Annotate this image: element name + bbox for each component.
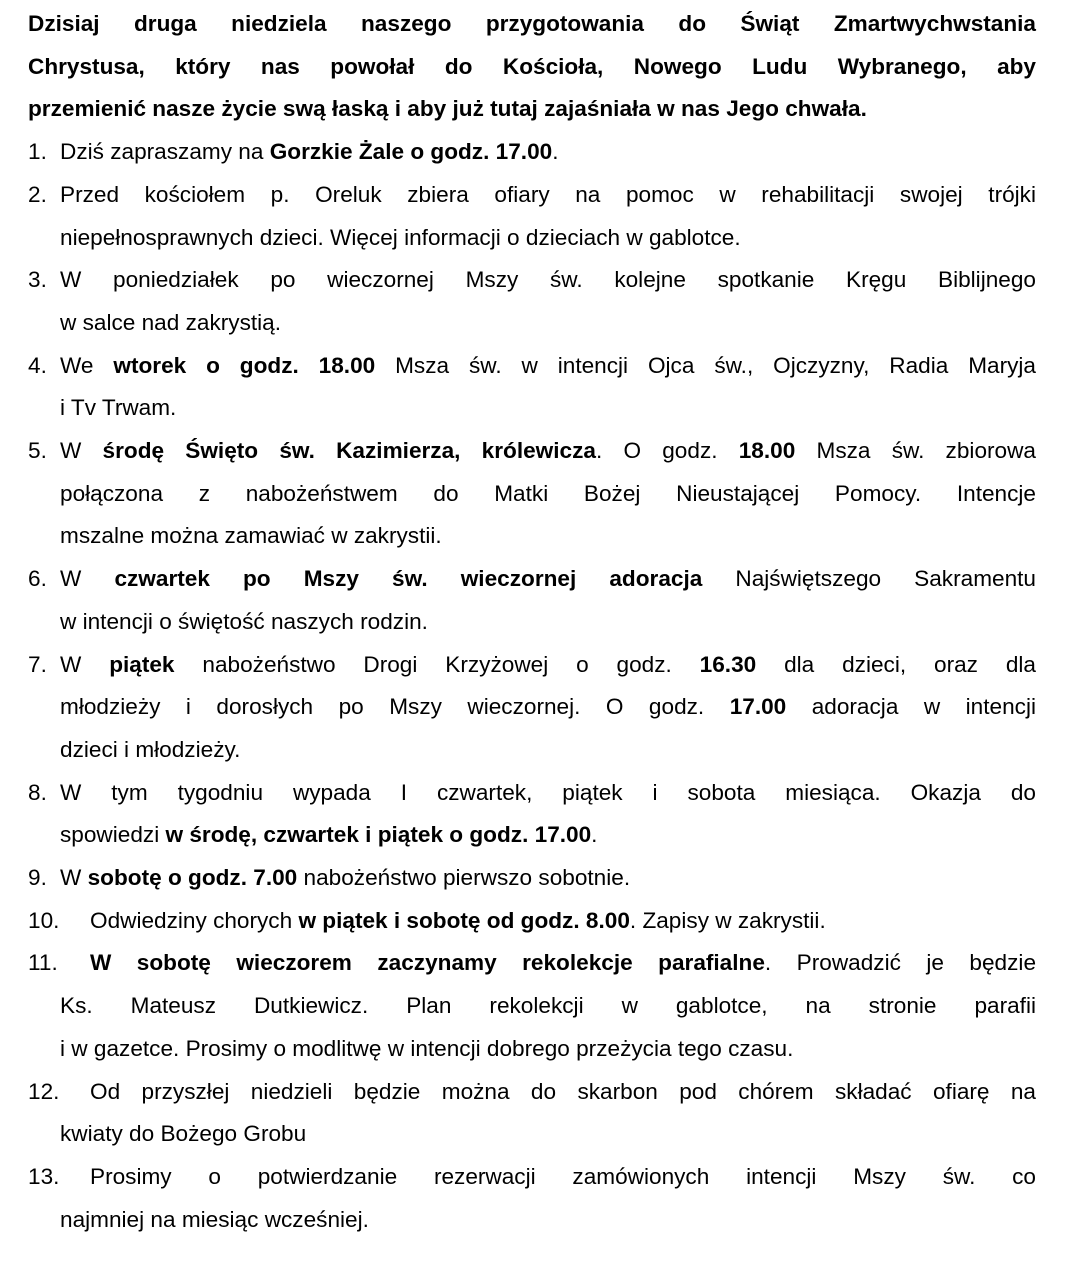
bold-text: 17.00 <box>729 694 787 720</box>
intro-line: Chrystusa, który nas powołał do Kościoła, Nowego Ludu Wybranego, aby <box>28 53 1036 79</box>
announcement-item <box>28 345 1036 430</box>
text: . O godz. <box>595 438 739 464</box>
item-line <box>60 558 1036 601</box>
text: Msza św. zbiorowa <box>795 438 1036 464</box>
text: połączona z nabożeństwem do Matki Bożej Nieustającej Pomocy. Intencje <box>60 480 1036 506</box>
item-line <box>60 174 1036 217</box>
item-line <box>60 1071 1036 1114</box>
announcement-item <box>28 259 1036 344</box>
intro-line: Dzisiaj druga niedziela naszego przygotowania do Świąt Zmartwychwstania <box>28 11 1036 36</box>
item-line <box>60 729 1036 772</box>
text: młodzieży i dorosłych po Mszy wieczornej. O godz. <box>60 694 730 720</box>
text: kwiaty do Bożego Grobu <box>60 1121 307 1147</box>
item-line <box>60 1113 1036 1156</box>
bold-text: sobotę o godz. 7.00 <box>87 865 298 891</box>
announcement-item <box>28 1071 1036 1156</box>
item-line <box>60 345 1036 388</box>
text: dzieci i młodzieży. <box>60 736 241 762</box>
item-number: 10. <box>28 907 60 933</box>
text: i w gazetce. Prosimy o modlitwę w intencji dobrego przeżycia tego czasu. <box>60 1035 794 1061</box>
text: adoracja w intencji <box>786 694 1036 720</box>
text: W tym tygodniu wypada I czwartek, piątek i sobota miesiąca. Okazja do <box>60 779 1036 805</box>
announcement-item <box>28 131 1036 174</box>
text: niepełnosprawnych dzieci. Więcej informacji o dzieciach w gablotce. <box>60 224 741 250</box>
text: i Tv Trwam. <box>60 395 177 421</box>
intro-line: przemienić nasze życie swą łaską i aby już tutaj zajaśniała w nas Jego chwała. <box>28 96 867 122</box>
text: . Zapisy w zakrystii. <box>629 907 826 933</box>
bold-text: środę Święto św. Kazimierza, królewicza <box>102 438 596 464</box>
item-number: 11. <box>28 950 58 976</box>
text: Msza św. w intencji Ojca św., Ojczyzny, Radia Maryja <box>375 352 1036 378</box>
announcement-item <box>28 558 1036 643</box>
announcement-list <box>28 131 1036 1241</box>
item-line <box>60 1028 1036 1071</box>
text: najmniej na miesiąc wcześniej. <box>60 1206 369 1232</box>
bold-text: Gorzkie Żale o godz. 17.00 <box>269 139 553 165</box>
text: . <box>552 139 559 165</box>
announcement-item <box>28 942 1036 1070</box>
item-line <box>60 900 1036 943</box>
text: . Prowadzić je będzie <box>764 950 1037 976</box>
text: W <box>60 566 115 592</box>
announcement-item <box>28 430 1036 558</box>
bold-text: czwartek po Mszy św. wieczornej adoracja <box>114 566 703 592</box>
item-number: 5. <box>28 438 47 464</box>
text: . <box>591 822 598 848</box>
item-number: 9. <box>28 865 47 891</box>
item-line <box>60 302 1036 345</box>
item-number: 3. <box>28 267 47 293</box>
item-line <box>60 1199 1036 1242</box>
item-line <box>60 644 1036 687</box>
intro-paragraph <box>28 3 1036 131</box>
item-line <box>60 942 1036 985</box>
text: We <box>60 352 114 378</box>
item-number: 2. <box>28 181 47 207</box>
text: w salce nad zakrystią. <box>60 309 282 335</box>
text: Od przyszłej niedzieli będzie można do skarbon pod chórem składać ofiarę na <box>90 1078 1036 1104</box>
text: mszalne można zamawiać w zakrystii. <box>60 523 442 549</box>
text: Prosimy o potwierdzanie rezerwacji zamówionych intencji Mszy św. co <box>90 1163 1036 1189</box>
item-line <box>60 601 1036 644</box>
bold-text: piątek <box>109 651 175 677</box>
text: W <box>60 865 88 891</box>
announcement-item <box>28 857 1036 900</box>
text: nabożeństwo Drogi Krzyżowej o godz. <box>174 651 700 677</box>
item-number: 8. <box>28 779 47 805</box>
item-line <box>60 387 1036 430</box>
item-line <box>60 772 1036 815</box>
text: w intencji o świętość naszych rodzin. <box>60 608 428 634</box>
text: Ks. Mateusz Dutkiewicz. Plan rekolekcji w gablotce, na stronie parafii <box>60 993 1036 1019</box>
announcements-document <box>28 3 1036 1241</box>
item-number: 6. <box>28 566 47 592</box>
announcement-item <box>28 174 1036 259</box>
text: W <box>60 438 103 464</box>
text: Najświętszego Sakramentu <box>702 566 1036 592</box>
item-line <box>60 430 1036 473</box>
announcement-item <box>28 1156 1036 1241</box>
item-number: 12. <box>28 1078 60 1104</box>
item-line <box>60 131 1036 174</box>
item-line <box>60 259 1036 302</box>
item-number: 1. <box>28 139 47 165</box>
bold-text: wtorek o godz. 18.00 <box>113 352 376 378</box>
announcement-item <box>28 900 1036 943</box>
bold-text: w piątek i sobotę od godz. 8.00 <box>298 907 630 933</box>
bold-text: 16.30 <box>699 651 757 677</box>
item-line <box>60 473 1036 516</box>
bold-text: w środę, czwartek i piątek o godz. 17.00 <box>165 822 592 848</box>
announcement-item <box>28 772 1036 857</box>
item-line <box>60 857 1036 900</box>
bold-text: W sobotę wieczorem zaczynamy rekolekcje parafialne <box>90 950 765 976</box>
announcement-item <box>28 644 1036 772</box>
item-line <box>60 814 1036 857</box>
item-number: 7. <box>28 651 47 677</box>
item-number: 13. <box>28 1163 60 1189</box>
text: spowiedzi <box>60 822 166 848</box>
text: Dziś zapraszamy na <box>60 139 270 165</box>
item-number: 4. <box>28 352 47 378</box>
bold-text: 18.00 <box>738 438 796 464</box>
text: nabożeństwo pierwszo sobotnie. <box>297 865 631 891</box>
text: W <box>60 651 110 677</box>
text: Przed kościołem p. Oreluk zbiera ofiary na pomoc w rehabilitacji swojej trójki <box>60 181 1036 207</box>
item-line <box>60 1156 1036 1199</box>
text: dla dzieci, oraz dla <box>756 651 1036 677</box>
item-line <box>60 985 1036 1028</box>
text: W poniedziałek po wieczornej Mszy św. kolejne spotkanie Kręgu Biblijnego <box>60 267 1036 293</box>
item-line <box>60 515 1036 558</box>
item-line <box>60 217 1036 260</box>
item-line <box>60 686 1036 729</box>
text: Odwiedziny chorych <box>90 907 299 933</box>
